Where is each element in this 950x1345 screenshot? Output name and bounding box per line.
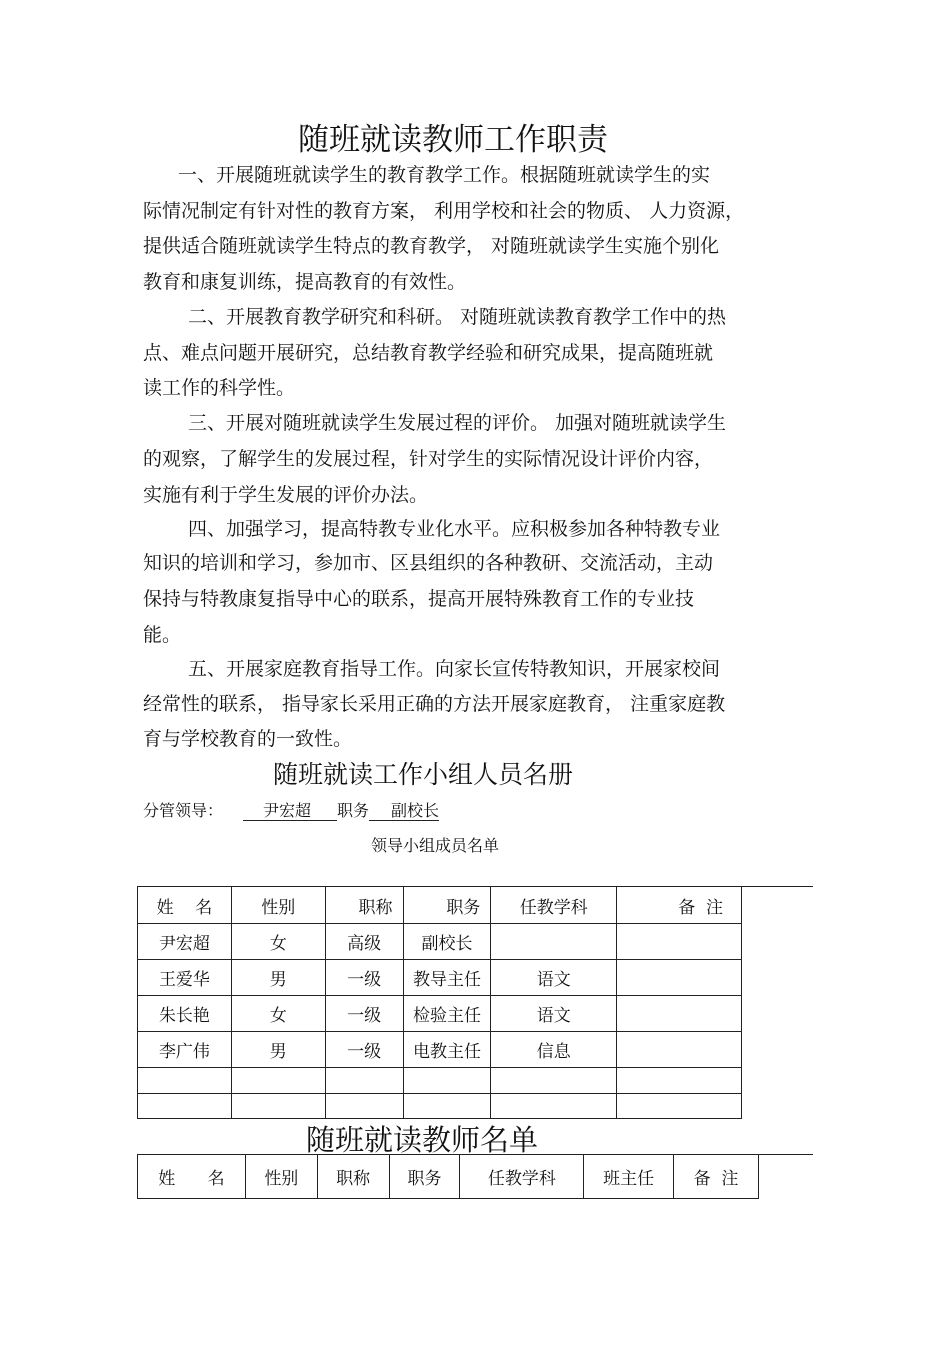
header-position: 职务	[403, 887, 491, 924]
cell-gender	[231, 1094, 325, 1119]
cell-title: 高级	[325, 924, 403, 960]
cell-name: 朱长艳	[138, 996, 232, 1032]
paragraph-4-line-4: 能。	[143, 624, 182, 646]
cell-title: 一级	[325, 996, 403, 1032]
cell-remarks	[617, 924, 742, 960]
header-remarks: 备 注	[617, 887, 742, 924]
table-row	[138, 924, 742, 960]
cell-remarks	[617, 1032, 742, 1068]
paragraph-3-line-3: 实施有利于学生发展的评价办法。	[143, 484, 429, 506]
paragraph-3-line-2: 的观察，了解学生的发展过程，针对学生的实际情况设计评价内容，	[143, 448, 714, 470]
paragraph-2-line-3: 读工作的科学性。	[143, 377, 296, 399]
header-name: 姓 名	[138, 887, 232, 924]
table-header-row	[138, 1155, 759, 1199]
cell-subject	[491, 1094, 617, 1119]
cell-position: 教导主任	[403, 960, 491, 996]
paragraph-1-line-3: 提供适合随班就读学生特点的教育教学， 对随班就读学生实施个别化	[143, 235, 720, 257]
cell-gender: 女	[231, 924, 325, 960]
header-subject: 任教学科	[491, 887, 617, 924]
cell-gender: 男	[231, 960, 325, 996]
paragraph-5-line-2: 经常性的联系， 指导家长采用正确的方法开展家庭教育， 注重家庭教	[143, 693, 726, 715]
position-label: 职务	[337, 801, 370, 820]
table-header-row	[138, 887, 742, 924]
cell-subject: 信息	[491, 1032, 617, 1068]
cell-name: 李广伟	[138, 1032, 232, 1068]
cell-position: 电教主任	[403, 1032, 491, 1068]
paragraph-1-line-2: 际情况制定有针对性的教育方案， 利用学校和社会的物质、 人力资源，	[143, 200, 745, 222]
cell-position	[403, 1094, 491, 1119]
cell-position: 检验主任	[403, 996, 491, 1032]
paragraph-5-line-3: 育与学校教育的一致性。	[143, 728, 353, 750]
cell-title	[325, 1068, 403, 1094]
paragraph-2-line-1: 二、开展教育教学研究和科研。 对随班就读教育教学工作中的热	[188, 306, 727, 328]
cell-gender: 男	[231, 1032, 325, 1068]
cell-name: 尹宏超	[138, 924, 232, 960]
cell-remarks	[617, 1068, 742, 1094]
header-position: 职务	[389, 1155, 460, 1199]
cell-gender	[231, 1068, 325, 1094]
cell-subject	[491, 924, 617, 960]
leader-name: 尹宏超	[243, 801, 337, 821]
group-subtitle: 领导小组成员名单	[371, 836, 500, 855]
paragraph-3-line-1: 三、开展对随班就读学生发展过程的评价。 加强对随班就读学生	[188, 412, 727, 434]
cell-title: 一级	[325, 960, 403, 996]
paragraph-1-line-1: 一、开展随班就读学生的教育教学工作。根据随班就读学生的实	[178, 164, 711, 186]
position-value: 副校长	[369, 801, 439, 821]
cell-remarks	[617, 996, 742, 1032]
page-title: 随班就读教师工作职责	[298, 122, 608, 158]
leader-line	[143, 798, 439, 821]
header-title: 职称	[325, 887, 403, 924]
table-row	[138, 1068, 742, 1094]
header-gender: 性别	[231, 887, 325, 924]
paragraph-4-line-3: 保持与特教康复指导中心的联系，提高开展特殊教育工作的专业技	[143, 588, 695, 610]
cell-subject	[491, 1068, 617, 1094]
table-row	[138, 996, 742, 1032]
paragraph-1-line-4: 教育和康复训练，提高教育的有效性。	[143, 271, 467, 293]
paragraph-4-line-2: 知识的培训和学习，参加市、区县组织的各种教研、交流活动，主动	[143, 552, 714, 574]
cell-remarks	[617, 1094, 742, 1119]
table-row	[138, 1094, 742, 1119]
cell-title: 一级	[325, 1032, 403, 1068]
table-row	[138, 960, 742, 996]
header-title: 职称	[317, 1155, 389, 1199]
header-gender: 性别	[245, 1155, 317, 1199]
header-name: 姓 名	[138, 1155, 246, 1199]
teacher-table	[137, 1154, 759, 1199]
cell-name: 王爱华	[138, 960, 232, 996]
paragraph-2-line-2: 点、难点问题开展研究，总结教育教学经验和研究成果，提高随班就	[143, 342, 714, 364]
cell-name	[138, 1068, 232, 1094]
group-members-table	[137, 886, 742, 1119]
cell-position: 副校长	[403, 924, 491, 960]
cell-position	[403, 1068, 491, 1094]
header-subject: 任教学科	[460, 1155, 584, 1199]
cell-subject: 语文	[491, 996, 617, 1032]
cell-gender: 女	[231, 996, 325, 1032]
header-homeroom: 班主任	[584, 1155, 674, 1199]
cell-remarks	[617, 960, 742, 996]
table-row	[138, 1032, 742, 1068]
cell-subject: 语文	[491, 960, 617, 996]
cell-title	[325, 1094, 403, 1119]
paragraph-4-line-1: 四、加强学习，提高特教专业化水平。应积极参加各种特教专业	[188, 518, 721, 540]
leader-label: 分管领导：	[143, 801, 224, 820]
teacher-list-title: 随班就读教师名单	[306, 1123, 539, 1157]
header-remarks: 备 注	[674, 1155, 759, 1199]
cell-name	[138, 1094, 232, 1119]
paragraph-5-line-1: 五、开展家庭教育指导工作。向家长宣传特教知识，开展家校间	[188, 658, 721, 680]
group-roster-title: 随班就读工作小组人员名册	[273, 760, 574, 789]
